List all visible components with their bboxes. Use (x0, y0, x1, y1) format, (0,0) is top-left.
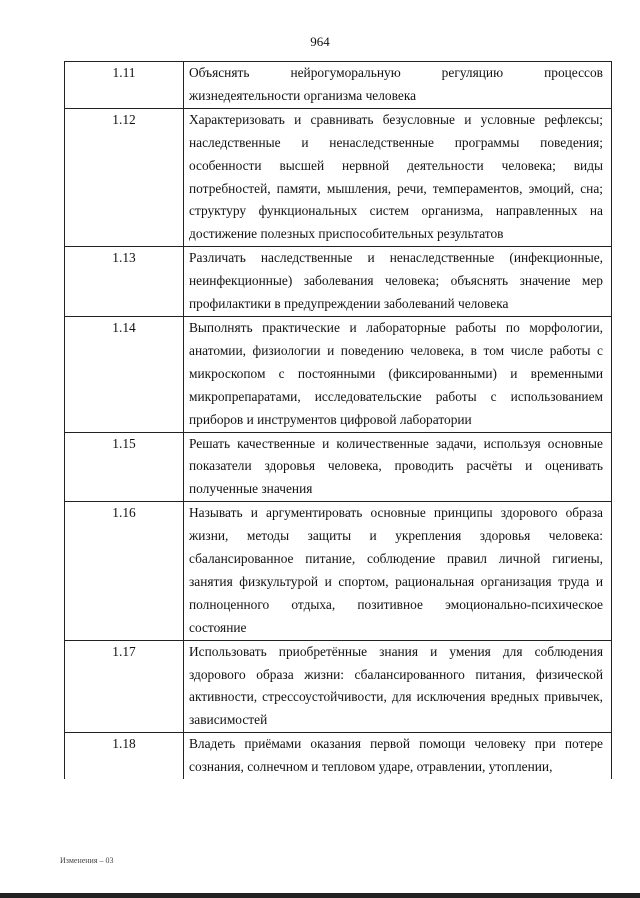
row-number: 1.16 (65, 502, 184, 640)
row-text: Называть и аргументировать основные принципы здорового образа жизни, методы защиты и укрепления здоровья человека: сбалансированное питание, соблюдение правил личной гигиены, занятия физкультурой и спортом, рациональная организация труда и полноценного отдыха, позитивное эмоционально-психическое состояние (184, 502, 612, 640)
requirements-table (64, 61, 612, 779)
table-row (65, 62, 612, 109)
table-row (65, 432, 612, 502)
row-number: 1.17 (65, 640, 184, 733)
row-text: Владеть приёмами оказания первой помощи человеку при потере сознания, солнечном и тепловом ударе, отравлении, утоплении, (184, 733, 612, 779)
table-row (65, 640, 612, 733)
row-text: Объяснять нейрогуморальную регуляцию процессов жизнедеятельности организма человека (184, 62, 612, 109)
table-row (65, 316, 612, 432)
page-number: 964 (310, 34, 330, 49)
scan-edge (0, 893, 640, 898)
row-text: Выполнять практические и лабораторные работы по морфологии, анатомии, физиологии и поведению человека, в том числе работы с микроскопом с постоянными (фиксированными) и временными микропрепаратами, исследовательские работы с использованием приборов и инструментов цифровой лаборатории (184, 316, 612, 432)
row-number: 1.14 (65, 316, 184, 432)
table-row (65, 247, 612, 317)
row-text: Использовать приобретённые знания и умения для соблюдения здорового образа жизни: сбалансированного питания, физической активности, стрессоустойчивости, для исключения вредных привычек, зависимостей (184, 640, 612, 733)
footer-revision: Изменения – 03 (60, 856, 114, 865)
row-text: Характеризовать и сравнивать безусловные и условные рефлексы; наследственные и ненаследственные программы поведения; особенности высшей нервной деятельности человека; виды потребностей, памяти, мышления, речи, темпераментов, эмоций, сна; структуру функциональных систем организма, направленных на достижение полезных приспособительных результатов (184, 108, 612, 246)
table-row (65, 733, 612, 779)
table-row (65, 108, 612, 246)
row-number: 1.11 (65, 62, 184, 109)
row-number: 1.15 (65, 432, 184, 502)
row-number: 1.12 (65, 108, 184, 246)
row-text: Решать качественные и количественные задачи, используя основные показатели здоровья человека, проводить расчёты и оценивать полученные значения (184, 432, 612, 502)
row-number: 1.13 (65, 247, 184, 317)
row-number: 1.18 (65, 733, 184, 779)
row-text: Различать наследственные и ненаследственные (инфекционные, неинфекционные) заболевания человека; объяснять значение мер профилактики в предупреждении заболеваний человека (184, 247, 612, 317)
table-row (65, 502, 612, 640)
